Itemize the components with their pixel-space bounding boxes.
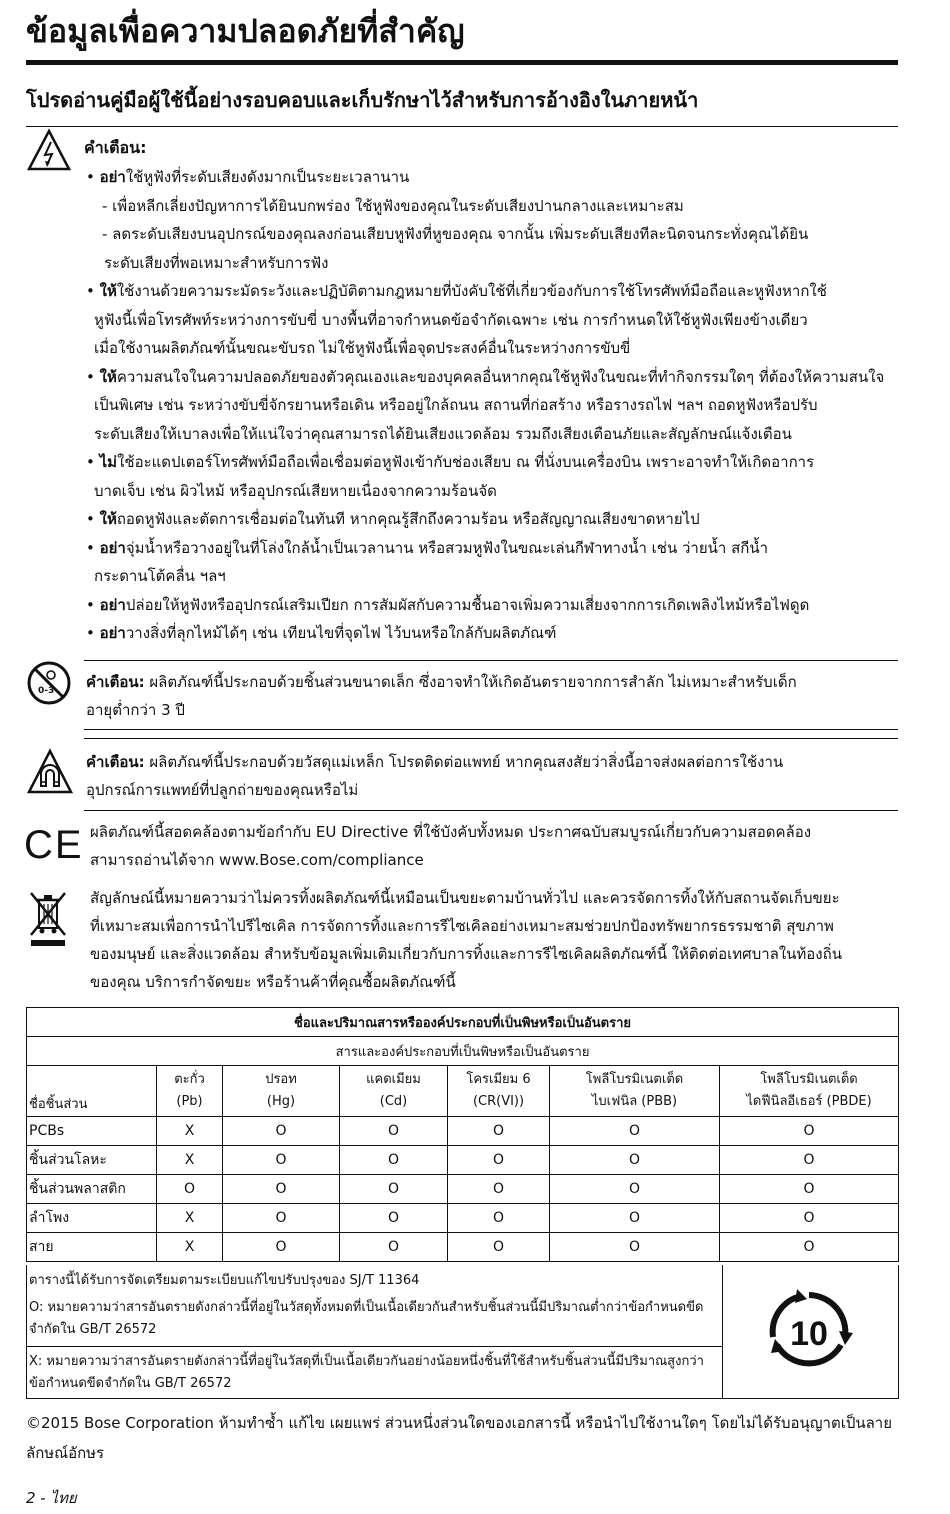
column-header-line2: (Hg): [266, 1094, 296, 1109]
weee-line: ของคุณ บริการกำจัดขยะ หรือร้านค้าที่คุณซื้อผลิตภัณฑ์นี้: [90, 973, 456, 991]
ce-line1: ผลิตภัณฑ์นี้สอดคล้องตามข้อกำกับ EU Directive ที่ใช้บังคับทั้งหมด ประกาศฉบับสมบูรณ์เกี่ยวกับความสอดคล้อง: [90, 823, 812, 841]
warning-bullet: [82, 277, 898, 306]
column-header-line1: โพลีโบรมิเนตเต็ด: [585, 1072, 684, 1087]
warning-sub-item: - ลดระดับเสียงบนอุปกรณ์ของคุณลงก่อนเสียบหูฟังที่หูของคุณ จากนั้น เพิ่มระดับเสียงทีละนิดจนกระทั่งคุณได้ยิน: [102, 225, 809, 243]
magnet-warning: [86, 748, 898, 804]
substance-cell: O: [720, 1233, 899, 1262]
substance-cell: O: [448, 1175, 550, 1204]
small-parts-warning-line2: อายุต่ำกว่า 3 ปี: [86, 701, 185, 719]
warning-bullet: [82, 505, 898, 534]
warning-list: [82, 163, 898, 648]
table-row: [27, 1146, 899, 1175]
bullet-marker: •: [86, 282, 100, 300]
substance-cell: O: [340, 1117, 448, 1146]
column-header: [448, 1066, 550, 1117]
weee-disposal-text: [90, 884, 902, 996]
warning-bullet-keyword: อย่า: [99, 538, 126, 557]
weee-line: สัญลักษณ์นี้หมายความว่าไม่ควรทิ้งผลิตภัณฑ์นี้เหมือนเป็นขยะตามบ้านทั่วไป และควรจัดการทิ้งให้กับสถานจัดเก็บขยะ: [90, 889, 840, 907]
substance-cell: O: [223, 1233, 340, 1262]
substance-cell: O: [340, 1233, 448, 1262]
environment-protection-use-period-icon: [763, 1289, 855, 1375]
part-name-cell: ชิ้นส่วนพลาสติก: [27, 1175, 157, 1204]
subtitle-rule: [26, 126, 898, 127]
magnet-warning-icon: [26, 748, 74, 796]
column-header-line1: ปรอท: [265, 1072, 297, 1087]
table-subtitle: สารและองค์ประกอบที่เป็นพิษหรือเป็นอันตราย: [27, 1037, 899, 1066]
part-name-cell: ลำโพง: [27, 1204, 157, 1233]
table-note-x: X: หมายความว่าสารอันตรายดังกล่าวนี้ที่อยู่ในวัสดุที่เป็นเนื้อเดียวกันอย่างน้อยหนึ่งชิ้นที่ใช้สำหรับชิ้นส่วนนี้มีปริมาณสูงกว่าข้อกำหนดขีดจำกัดใน GB/T 26572: [29, 1354, 704, 1391]
warning-bullet-text: ใช้งานด้วยความระมัดระวังและปฏิบัติตามกฎหมายที่บังคับใช้ที่เกี่ยวข้องกับการใช้โทรศัพท์มือถือและหูฟังหากใช้: [116, 282, 827, 300]
epup-number: 10: [790, 1315, 828, 1353]
substance-cell: O: [340, 1204, 448, 1233]
substance-cell: O: [720, 1146, 899, 1175]
warning-bullet: [82, 448, 898, 477]
substance-cell: O: [550, 1175, 720, 1204]
column-header-line2: (CR(VI)): [472, 1094, 525, 1109]
ce-mark-icon: CE: [24, 823, 84, 867]
bullet-marker: •: [86, 168, 100, 186]
warning-bullet-text: ปล่อยให้หูฟังหรืออุปกรณ์เสริมเปียก การสัมผัสกับความชื้นอาจเพิ่มความเสี่ยงจากการเกิดเพลิงไหม้หรือไฟดูด: [125, 595, 810, 614]
column-header: [157, 1066, 223, 1117]
small-parts-warning-line1: ผลิตภัณฑ์นี้ประกอบด้วยชิ้นส่วนขนาดเล็ก ซึ่งอาจทำให้เกิดอันตรายจากการสำลัก ไม่เหมาะสำหรับเด็ก: [144, 673, 797, 691]
substance-cell: O: [720, 1117, 899, 1146]
warning-bullet-continuation: ระดับเสียงให้เบาลงเพื่อให้แน่ใจว่าคุณสามารถได้ยินเสียงแวดล้อม รวมถึงเสียงเตือนภัยและสัญลักษณ์แจ้งเตือน: [94, 424, 792, 443]
title-rule: [26, 60, 898, 65]
column-header-line2: (Pb): [176, 1094, 203, 1109]
substance-cell: O: [550, 1146, 720, 1175]
substance-cell: X: [157, 1233, 223, 1262]
table-row: [27, 1233, 899, 1262]
column-header-line2: (Cd): [379, 1094, 408, 1109]
notes-divider: [27, 1346, 722, 1347]
weee-line: ที่เหมาะสมเพื่อการนำไปรีไซเคิล การจัดการทิ้งและการรีไซเคิลอย่างเหมาะสมช่วยปกป้องทรัพยากรธรรมชาติ สุขภาพ: [90, 917, 834, 935]
table-title: ชื่อและปริมาณสารหรือองค์ประกอบที่เป็นพิษหรือเป็นอันตราย: [27, 1008, 899, 1037]
column-header: [223, 1066, 340, 1117]
warning-sub-item: ระดับเสียงที่พอเหมาะสำหรับการฟัง: [104, 253, 329, 272]
ce-line2: สามารถอ่านได้จาก www.Bose.com/compliance: [90, 851, 424, 869]
part-name-cell: ชิ้นส่วนโลหะ: [27, 1146, 157, 1175]
crossed-bin-icon: [28, 890, 68, 948]
section-rule: [84, 810, 898, 811]
substance-cell: O: [340, 1146, 448, 1175]
substance-cell: O: [448, 1204, 550, 1233]
substance-cell: O: [157, 1175, 223, 1204]
table-note-o: O: หมายความว่าสารอันตรายดังกล่าวนี้ที่อยู่ในวัสดุทั้งหมดที่เป็นเนื้อเดียวกันสำหรับชิ้นส่วนนี้มีปริมาณต่ำกว่าข้อกำหนดขีดจำกัดใน GB/T 26572: [29, 1300, 704, 1337]
column-header-line1: แคดเมียม: [366, 1072, 421, 1087]
warning-bullet-keyword: อย่า: [99, 168, 126, 186]
warning-bullet: [82, 619, 898, 648]
warning-bullet-continuation: เป็นพิเศษ เช่น ระหว่างขับขี่จักรยานหรือเดิน หรืออยู่ใกล้ถนน สถานที่ก่อสร้าง หรือรางรถไฟ ฯลฯ ถอดหูฟังหรือปรับ: [94, 396, 818, 414]
part-name-cell: สาย: [27, 1233, 157, 1262]
column-header-line1: โพลีโบรมิเนตเต็ด: [760, 1072, 858, 1087]
part-name-cell: PCBs: [27, 1117, 157, 1146]
bullet-marker: •: [86, 367, 100, 386]
page-subtitle: โปรดอ่านคู่มือผู้ใช้นี้อย่างรอบคอบและเก็บรักษาไว้สำหรับการอ้างอิงในภายหน้า: [26, 88, 699, 112]
substance-cell: O: [223, 1117, 340, 1146]
age-label: 0-3: [38, 686, 55, 696]
substance-cell: O: [720, 1175, 899, 1204]
column-header: [340, 1066, 448, 1117]
choking-hazard-icon: [26, 660, 72, 706]
warning-bullet-text: ใช้หูฟังที่ระดับเสียงดังมากเป็นระยะเวลานาน: [125, 168, 410, 186]
warning-bullet-continuation: บาดเจ็บ เช่น ผิวไหม้ หรืออุปกรณ์เสียหายเนื่องจากความร้อนจัด: [94, 481, 497, 500]
warning-sub-item: - เพื่อหลีกเลี่ยงปัญหาการได้ยินบกพร่อง ใช้หูฟังของคุณในระดับเสียงปานกลางและเหมาะสม: [102, 196, 684, 215]
column-header-line1: ตะกั่ว: [174, 1072, 205, 1087]
substance-cell: X: [157, 1146, 223, 1175]
substance-cell: O: [550, 1117, 720, 1146]
small-parts-warning: [86, 668, 898, 724]
epup-logo-cell: [721, 1265, 899, 1399]
warning-bullet-text: ใช้อะแดปเตอร์โทรศัพท์มือถือเพื่อเชื่อมต่อหูฟังเข้ากับช่องเสียบ ณ ที่นั่งบนเครื่องบิน เพราะอาจทำให้เกิดอาการ: [117, 453, 815, 471]
warning-bullet: [82, 534, 898, 563]
section-rule: [84, 738, 898, 739]
column-header-line2: ไบเฟนิล (PBB): [591, 1094, 678, 1109]
copyright-notice: ©2015 Bose Corporation ห้ามทำซ้ำ แก้ไข เผยแพร่ ส่วนหนึ่งส่วนใดของเอกสารนี้ หรือนำไปใช้งานใดๆ โดยไม่ได้รับอนุญาตเป็นลายลักษณ์อักษร: [26, 1414, 893, 1462]
table-notes: [26, 1265, 723, 1399]
substance-cell: O: [223, 1204, 340, 1233]
substance-cell: O: [223, 1146, 340, 1175]
warning-bullet-continuation: เมื่อใช้งานผลิตภัณฑ์นั้นขณะขับรถ ไม่ใช้หูฟังนี้เพื่อจุดประสงค์อื่นในระหว่างการขับขี่: [94, 339, 631, 357]
warning-bullet-keyword: ให้: [99, 367, 117, 386]
substance-cell: O: [340, 1175, 448, 1204]
electric-shock-warning-icon: [26, 128, 72, 172]
section-rule: [84, 660, 898, 661]
table-row: [27, 1117, 899, 1146]
ce-compliance-text: [90, 818, 898, 874]
substance-cell: O: [550, 1204, 720, 1233]
column-header-line1: โครเมียม 6: [466, 1072, 531, 1087]
bullet-marker: •: [86, 538, 100, 557]
table-note-regulation: ตารางนี้ได้รับการจัดเตรียมตามระเบียบแก้ไขปรับปรุงของ SJ/T 11364: [29, 1273, 420, 1288]
hazardous-substances-table: [26, 1007, 899, 1262]
warning-bullet-keyword: ให้: [99, 510, 117, 528]
substance-cell: O: [550, 1233, 720, 1262]
bullet-marker: •: [86, 510, 100, 528]
warning-title: คำเตือน:: [84, 138, 147, 157]
magnet-warning-line2: อุปกรณ์การแพทย์ที่ปลูกถ่ายของคุณหรือไม่: [86, 781, 359, 799]
warning-bullet: [82, 363, 898, 392]
warning-bullet-keyword: อย่า: [99, 595, 126, 614]
substance-cell: O: [223, 1175, 340, 1204]
weee-line: ของมนุษย์ และสิ่งแวดล้อม สำหรับข้อมูลเพิ่มเติมเกี่ยวกับการทิ้งและการรีไซเคิลผลิตภัณฑ์นี้ ให้ติดต่อเทศบาลในท้องถิ่น: [90, 945, 842, 963]
substance-cell: X: [157, 1204, 223, 1233]
warning-bullet-keyword: ให้: [99, 282, 117, 300]
page-number: 2 - ไทย: [26, 1489, 77, 1507]
section-rule: [84, 729, 898, 730]
substance-cell: O: [448, 1233, 550, 1262]
bullet-marker: •: [86, 595, 100, 614]
magnet-warning-line1: ผลิตภัณฑ์นี้ประกอบด้วยวัสดุแม่เหล็ก โปรดติดต่อแพทย์ หากคุณสงสัยว่าสิ่งนี้อาจส่งผลต่อการใช้งาน: [144, 753, 784, 771]
substance-cell: O: [448, 1117, 550, 1146]
column-header: [720, 1066, 899, 1117]
part-name-header: ชื่อชิ้นส่วน: [27, 1066, 157, 1117]
page-title: ข้อมูลเพื่อความปลอดภัยที่สำคัญ: [26, 12, 465, 50]
substance-cell: O: [720, 1204, 899, 1233]
table-row: [27, 1204, 899, 1233]
bullet-marker: •: [86, 624, 100, 642]
warning-bullet-text: ถอดหูฟังและตัดการเชื่อมต่อในทันที หากคุณรู้สึกถึงความร้อน หรือสัญญาณเสียงขาดหายไป: [116, 510, 700, 528]
warning-bullet-keyword: อย่า: [99, 624, 126, 642]
magnet-warning-label: คำเตือน:: [86, 753, 145, 771]
warning-bullet-text: วางสิ่งที่ลุกไหม้ได้ๆ เช่น เทียนไขที่จุดไฟ ไว้บนหรือใกล้กับผลิตภัณฑ์: [125, 624, 557, 642]
substance-cell: X: [157, 1117, 223, 1146]
substance-cell: O: [448, 1146, 550, 1175]
column-header: [550, 1066, 720, 1117]
warning-bullet-continuation: กระดานโต้คลื่น ฯลฯ: [94, 567, 226, 585]
bullet-marker: •: [86, 453, 100, 471]
warning-bullet: [82, 163, 898, 192]
small-parts-warning-label: คำเตือน:: [86, 673, 145, 691]
table-row: [27, 1175, 899, 1204]
warning-bullet-keyword: ไม่: [99, 453, 118, 471]
warning-bullet: [82, 591, 898, 620]
column-header-line2: ไดฟีนิลอีเธอร์ (PBDE): [746, 1094, 872, 1109]
warning-bullet-text: จุ่มน้ำหรือวางอยู่ในที่โล่งใกล้น้ำเป็นเวลานาน หรือสวมหูฟังในขณะเล่นกีฬาทางน้ำ เช่น ว่ายน้ำ สกีน้ำ: [125, 538, 769, 557]
warning-bullet-text: ความสนใจในความปลอดภัยของตัวคุณเองและของบุคคลอื่นหากคุณใช้หูฟังในขณะที่ทำกิจกรรมใดๆ ที่ต้องให้ความสนใจ: [116, 367, 885, 386]
warning-bullet-continuation: หูฟังนี้เพื่อโทรศัพท์ระหว่างการขับขี่ บางพื้นที่อาจกำหนดข้อจำกัดเฉพาะ เช่น การกำหนดให้ใช้หูฟังเพียงข้างเดียว: [94, 310, 808, 329]
